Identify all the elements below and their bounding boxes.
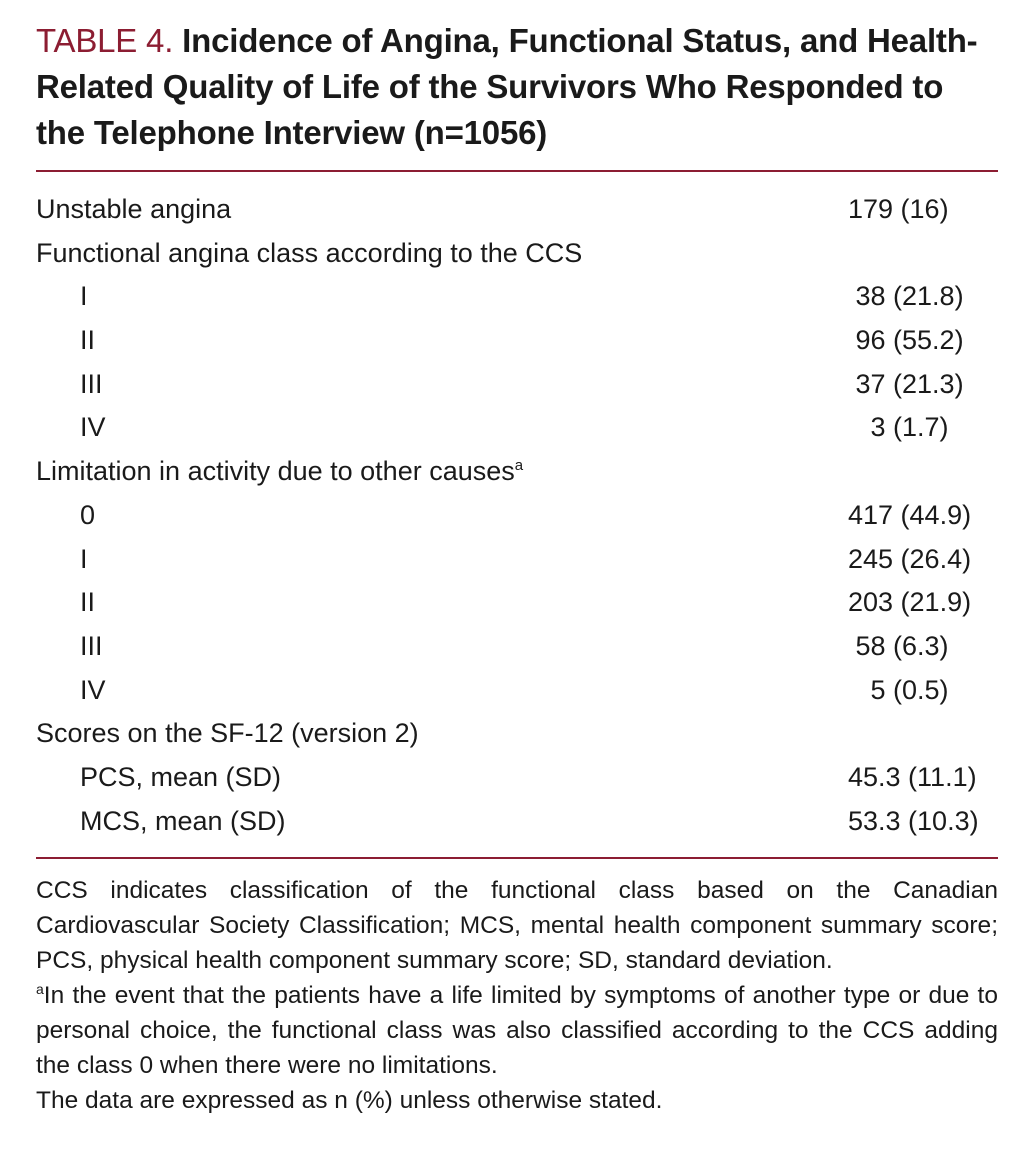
row-value: 179 (16): [848, 194, 949, 224]
table-row: [36, 625, 998, 669]
table-title-text: Incidence of Angina, Functional Status, and Health-Related Quality of Life of the Survivors Who Responded to the Telephone Interview (n=1056): [36, 22, 978, 151]
table-row: [36, 319, 998, 363]
row-value: 37 (21.3): [848, 368, 964, 399]
section-label: Functional angina class according to the CCS: [36, 237, 583, 268]
top-rule: [36, 170, 998, 172]
row-label: III: [80, 368, 103, 399]
table-row: [36, 538, 998, 582]
data-expression-note: The data are expressed as n (%) unless otherwise stated.: [36, 1087, 663, 1115]
table-row: [36, 275, 998, 319]
row-value: 3 (1.7): [848, 412, 949, 443]
abbreviation-note: CCS indicates classification of the functional class based on the Canadian Cardiovascular Society Classification; MCS, mental health component summary score; PCS, physical health component summary score; SD, standard deviation.: [36, 877, 998, 975]
footnote-a: [36, 978, 998, 1083]
row-value: 203 (21.9): [848, 587, 972, 618]
table-row: [36, 581, 998, 625]
table-number-label: TABLE 4.: [36, 22, 174, 59]
table-row: [36, 669, 998, 713]
data-table: [36, 188, 998, 843]
table-row: [36, 232, 998, 276]
row-label: 0: [80, 499, 96, 530]
row-label: MCS, mean (SD): [80, 805, 286, 836]
row-label: II: [80, 587, 96, 618]
table-row: [36, 363, 998, 407]
row-value: 5 (0.5): [848, 674, 949, 705]
row-label: I: [80, 281, 88, 312]
row-value: 45.3 (11.1): [848, 761, 977, 792]
section-label-text: Limitation in activity due to other causes: [36, 456, 515, 487]
row-label: IV: [80, 674, 106, 705]
table-row: [36, 494, 998, 538]
table-row: [36, 756, 998, 800]
table-row: [36, 450, 998, 494]
bottom-rule: [36, 857, 998, 859]
table-footnotes: [36, 873, 998, 1118]
table-row: [36, 712, 998, 756]
footnote-marker: a: [514, 457, 524, 475]
section-label: Scores on the SF-12 (version 2): [36, 718, 419, 749]
row-label: III: [80, 630, 103, 661]
row-value: 96 (55.2): [848, 325, 964, 356]
table-row: [36, 800, 998, 844]
row-value: 245 (26.4): [848, 543, 972, 574]
table-title: [36, 18, 998, 156]
row-value: 417 (44.9): [848, 499, 972, 530]
table-document: [36, 18, 998, 1118]
table-row: [36, 188, 998, 232]
row-label: Unstable angina: [36, 194, 232, 224]
row-value: 38 (21.8): [848, 281, 964, 312]
row-value: 53.3 (10.3): [848, 805, 979, 836]
row-label: II: [80, 325, 96, 356]
row-label: PCS, mean (SD): [80, 761, 282, 792]
footnote-a-text: In the event that the patients have a life limited by symptoms of another type or due to personal choice, the functional class was also classified according to the CCS adding the class 0 when there were no limitations.: [36, 982, 998, 1080]
row-label: IV: [80, 412, 106, 443]
table-row: [36, 406, 998, 450]
section-label: [36, 450, 523, 494]
footnote-a-marker: a: [36, 981, 44, 998]
row-label: I: [80, 543, 88, 574]
row-value: 58 (6.3): [848, 630, 949, 661]
